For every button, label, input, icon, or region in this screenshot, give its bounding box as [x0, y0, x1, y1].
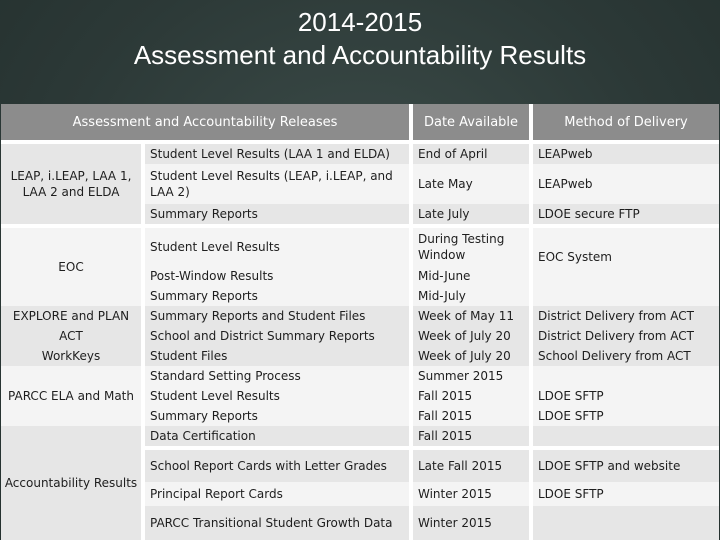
method-cell: LEAPweb: [533, 144, 719, 164]
release-cell: Standard Setting Process: [145, 366, 409, 386]
release-cell: Summary Reports: [145, 204, 409, 224]
table-row: [1, 144, 719, 164]
release-cell: Student Level Results: [145, 228, 409, 266]
release-cell: Student Level Results: [145, 386, 409, 406]
header-method: Method of Delivery: [533, 104, 719, 140]
method-cell: LDOE SFTP: [533, 406, 719, 426]
group-explore: EXPLORE and PLAN: [1, 306, 141, 326]
group-eoc: EOC: [1, 228, 141, 306]
date-cell: Week of July 20: [413, 346, 529, 366]
table-row: [1, 228, 719, 266]
group-act: ACT: [1, 326, 141, 346]
release-cell: School and District Summary Reports: [145, 326, 409, 346]
table-row: [1, 326, 719, 346]
method-cell: EOC System: [533, 228, 719, 286]
header-releases: Assessment and Accountability Releases: [1, 104, 409, 140]
table-row: [1, 366, 719, 386]
date-cell: Fall 2015: [413, 386, 529, 406]
release-cell: Summary Reports: [145, 286, 409, 306]
results-table: [1, 104, 719, 540]
method-cell: [533, 426, 719, 446]
table-row: [1, 346, 719, 366]
release-cell: Student Files: [145, 346, 409, 366]
table-header-row: [1, 104, 719, 140]
date-cell: Week of July 20: [413, 326, 529, 346]
date-cell: End of April: [413, 144, 529, 164]
release-cell: Student Level Results (LAA 1 and ELDA): [145, 144, 409, 164]
date-cell: Fall 2015: [413, 406, 529, 426]
release-cell: Principal Report Cards: [145, 482, 409, 506]
header-date: Date Available: [413, 104, 529, 140]
method-cell: LDOE SFTP: [533, 386, 719, 406]
date-cell: During Testing Window: [413, 228, 529, 266]
method-cell: LDOE SFTP and website: [533, 450, 719, 482]
date-cell: Mid-June: [413, 266, 529, 286]
method-cell: School Delivery from ACT: [533, 346, 719, 366]
method-cell: LDOE SFTP: [533, 482, 719, 506]
date-cell: Mid-July: [413, 286, 529, 306]
date-cell: Late May: [413, 164, 529, 204]
title-main: Assessment and Accountability Results: [133, 40, 587, 70]
date-cell: Late July: [413, 204, 529, 224]
release-cell: Data Certification: [145, 426, 409, 446]
date-cell: Winter 2015: [413, 506, 529, 540]
method-cell: District Delivery from ACT: [533, 326, 719, 346]
slide-title: [0, 6, 720, 72]
table-row: [1, 306, 719, 326]
method-cell: [533, 506, 719, 540]
method-cell: [533, 286, 719, 306]
date-cell: Summer 2015: [413, 366, 529, 386]
release-cell: School Report Cards with Letter Grades: [145, 450, 409, 482]
method-cell: LEAPweb: [533, 164, 719, 204]
method-cell: LDOE secure FTP: [533, 204, 719, 224]
title-year: 2014-2015: [297, 7, 423, 37]
group-workkeys: WorkKeys: [1, 346, 141, 366]
date-cell: Fall 2015: [413, 426, 529, 446]
release-cell: Post-Window Results: [145, 266, 409, 286]
date-cell: Winter 2015: [413, 482, 529, 506]
method-cell: [533, 366, 719, 386]
release-cell: PARCC Transitional Student Growth Data: [145, 506, 409, 540]
release-cell: Summary Reports: [145, 406, 409, 426]
method-cell: District Delivery from ACT: [533, 306, 719, 326]
date-cell: Late Fall 2015: [413, 450, 529, 482]
release-cell: Summary Reports and Student Files: [145, 306, 409, 326]
table-row: [1, 426, 719, 446]
group-parcc: PARCC ELA and Math: [1, 366, 141, 426]
group-accountability: Accountability Results: [1, 426, 141, 540]
release-cell: Student Level Results (LEAP, i.LEAP, and LAA 2): [145, 164, 409, 204]
date-cell: Week of May 11: [413, 306, 529, 326]
group-leap: LEAP, i.LEAP, LAA 1, LAA 2 and ELDA: [1, 144, 141, 224]
